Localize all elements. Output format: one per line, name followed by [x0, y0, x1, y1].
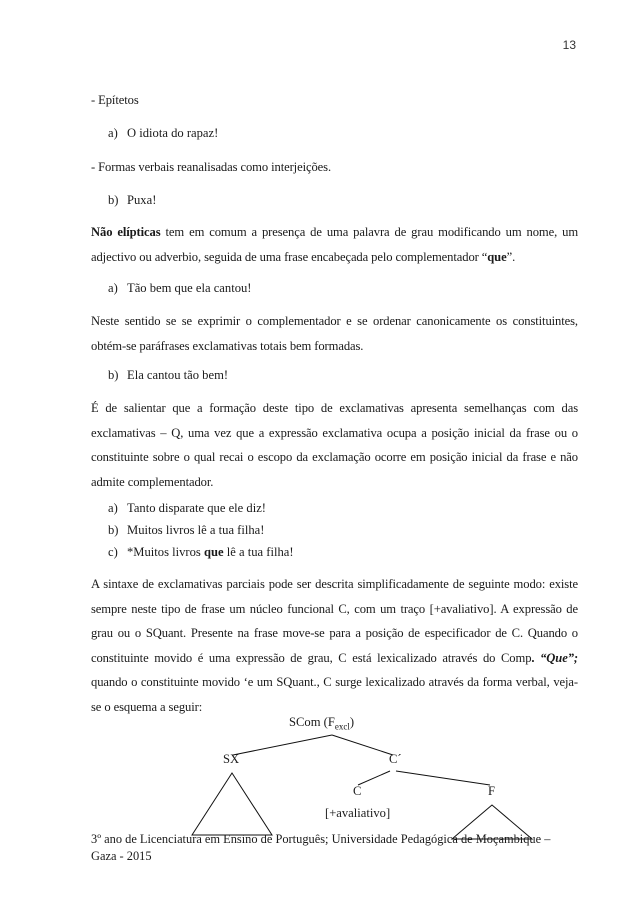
example-label: a): [108, 501, 118, 515]
tree-edge-scom-sx: [233, 735, 332, 755]
example-text-pre: *Muitos livros: [127, 545, 204, 559]
bold-term: Não elípticas: [91, 225, 161, 239]
tree-node-scom: SCom $(F_{excl})$: [289, 715, 355, 732]
tree-node-c: C: [353, 784, 362, 798]
example-label: c): [108, 545, 118, 559]
example-text: Tão bem que ela cantou!: [127, 281, 252, 295]
example-label: b): [108, 193, 119, 207]
example-label: b): [108, 368, 119, 382]
page-number: 13: [562, 38, 576, 52]
paragraph-salientar: É de salientar que a formação deste tipo de exclamativas apresenta semelhanças com das exclamativas – Q, uma vez que a expressão exclamativa ocupa a posição inicial da frase ou o constituinte sobre o qual recai o escopo da exclamação ocorre em posição inicial da frase e não admite complementador.: [91, 401, 578, 489]
example-label: b): [108, 523, 119, 537]
triangle-sx: [192, 773, 272, 835]
tree-edge-cbar-f: [396, 771, 490, 785]
tree-node-sx: SX: [223, 752, 240, 766]
tree-node-cbar: C´: [389, 752, 402, 766]
tree-edge-scom-cbar: [332, 735, 393, 755]
bold-italic-que: “Que”;: [534, 650, 578, 665]
bold-que: que: [487, 249, 507, 264]
example-text: Ela cantou tão bem!: [127, 368, 229, 382]
example-label: a): [108, 281, 118, 295]
example-text: Puxa!: [127, 193, 157, 207]
heading-formas-verbais: - Formas verbais reanalisadas como interjeições.: [91, 160, 331, 174]
tree-node-f: F: [488, 784, 496, 798]
heading-epitetos: - Epítetos: [91, 93, 139, 107]
example-bold-que: que: [203, 545, 224, 559]
example-text: Muitos livros lê a tua filha!: [127, 523, 265, 537]
tree-edge-cbar-c: [358, 771, 390, 785]
paragraph-neste-sentido: Neste sentido se se exprimir o complementador e se ordenar canonicamente os constituintes, obtém-se paráfrases exclamativas totais bem formadas.: [91, 314, 578, 353]
page-footer: 3º ano de Licenciatura em Ensino de Português; Universidade Pedagógica de Moçambique – Gaza - 2015: [91, 832, 551, 863]
paragraph-end: ”.: [506, 249, 516, 264]
example-text: Tanto disparate que ele diz!: [127, 501, 266, 515]
tree-node-scom-subscript: excl: [334, 721, 350, 732]
paragraph-text-2: quando o constituinte movido ‘e um SQuant., C surge lexicalizado através da forma verbal, veja-se o esquema a seguir:: [91, 675, 578, 714]
example-text-post: lê a tua filha!: [223, 545, 294, 559]
paragraph-text: tem em comum a presença de uma palavra de grau modificando um nome, um adjectivo ou adverbio, seguida de uma frase encabeçada pelo complementador “: [91, 225, 579, 264]
example-text: O idiota do rapaz!: [127, 126, 219, 140]
example-label: a): [108, 126, 118, 140]
bold-dot: .: [531, 650, 535, 665]
paragraph-text-1: A sintaxe de exclamativas parciais pode ser descrita simplificadamente de seguinte modo: existe sempre neste tipo de frase um núcleo funcional C, com um traço [+avaliativo]. A expressão de grau ou o SQuant. Presente na frase move-se para a posição de especificador de C. Quando o constituinte movido é uma expressão de grau, C está lexicalizado através do Comp: [91, 577, 578, 665]
tree-feature-avaliativo: [+avaliativo]: [325, 806, 391, 820]
